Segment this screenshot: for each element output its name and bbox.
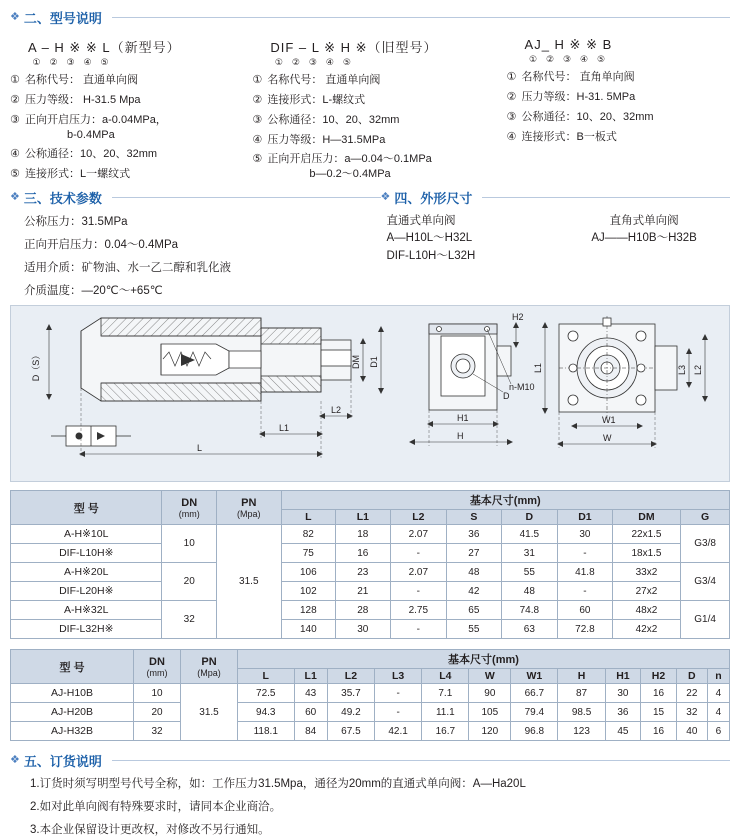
model-item: ② 压力等级： H-31.5 Mpa — [10, 93, 141, 106]
section-title-order — [10, 751, 730, 770]
cell-dn: 10 — [162, 525, 217, 563]
dim-head-row — [381, 213, 731, 265]
order-note: 3.本企业保留设计更改权，对修改不另行通知。 — [30, 823, 270, 836]
table-row — [11, 703, 730, 722]
dim-head-right: 直角式单向阀 AJ——H10B～H32B — [591, 215, 697, 245]
label-right-l1: L1 — [533, 363, 543, 374]
table-row — [11, 525, 730, 544]
table-row — [11, 684, 730, 703]
th-dn: DN (mm) — [134, 650, 181, 684]
cell: 48x2 — [612, 601, 681, 620]
model-code-2: DIF – L ※ H ※（旧型号） — [270, 40, 438, 55]
cell: 36 — [605, 703, 641, 722]
table-row — [11, 601, 730, 620]
cell: 28 — [336, 601, 390, 620]
cell: 45 — [605, 722, 641, 741]
params-and-dims — [10, 188, 730, 299]
cell: 128 — [281, 601, 336, 620]
order-note: 2.如对此单向阀有特殊要求时，请同本企业商洽。 — [30, 801, 282, 814]
label-w1: W1 — [602, 415, 616, 426]
cell: 16 — [336, 544, 390, 563]
cell: 60 — [294, 703, 327, 722]
cell: - — [558, 544, 613, 563]
th-col-D1: D1 — [558, 510, 613, 525]
cell: 4 — [707, 703, 729, 722]
cell: 72.8 — [558, 620, 613, 639]
th-col-G: G — [681, 510, 730, 525]
param-line: 公称压力：31.5MPa — [24, 216, 128, 229]
cell: 7.1 — [422, 684, 469, 703]
cell-pn: 31.5 — [217, 525, 282, 639]
model-item: ③ 正向开启压力：a-0.04MPa， b-0.4MPa — [10, 113, 167, 141]
cell-g: G3/8 — [681, 525, 730, 563]
model-item: ⑤ 连接形式：L一螺纹式 — [10, 168, 131, 181]
th-dn: DN (mm) — [162, 491, 217, 525]
table-row — [11, 544, 730, 563]
cell: - — [558, 582, 613, 601]
th-col-L1: L1 — [294, 669, 327, 684]
cell: 18x1.5 — [612, 544, 681, 563]
label-dm: DM — [351, 355, 361, 370]
cell: 30 — [558, 525, 613, 544]
order-note: 1.订货时须写明型号代号全称，如：工作压力31.5Mpa，通径为20mm的直通式单向阀：A—Ha20L — [30, 778, 526, 791]
label-d1: D1 — [369, 356, 379, 369]
cell: 27x2 — [612, 582, 681, 601]
th-col-L3: L3 — [375, 669, 422, 684]
divider — [112, 197, 381, 198]
page-top — [0, 0, 740, 299]
cell-dn: 32 — [134, 722, 181, 741]
cell: 75 — [281, 544, 336, 563]
th-col-L4: L4 — [422, 669, 469, 684]
model-item: ④ 连接形式：B一板式 — [506, 130, 617, 143]
model-code-1-numbers: ① ② ③ ④ ⑤ — [32, 57, 109, 67]
label-h2: H2 — [512, 312, 524, 323]
cell-model: A-H※32L — [11, 601, 162, 620]
label-h1: H1 — [457, 413, 469, 424]
cell: 96.8 — [511, 722, 558, 741]
th-pn: PN (Mpa) — [181, 650, 238, 684]
cell: 63 — [501, 620, 558, 639]
th-basic: 基本尺寸(mm) — [238, 650, 730, 669]
table-row — [11, 563, 730, 582]
cell: 87 — [558, 684, 605, 703]
dimension-table-inline — [10, 490, 730, 639]
th-model: 型 号 — [11, 491, 162, 525]
th-col-D: D — [676, 669, 707, 684]
cell: 23 — [336, 563, 390, 582]
model-column-2 — [252, 37, 506, 182]
section-label: 五、订货说明 — [23, 754, 102, 770]
cell: 67.5 — [327, 722, 374, 741]
table-header-row — [11, 650, 730, 669]
cell: 79.4 — [511, 703, 558, 722]
cell: 48 — [501, 582, 558, 601]
cell-model: A-H※10L — [11, 525, 162, 544]
section-label: 二、型号说明 — [23, 11, 102, 26]
param-line: 介质温度：—20℃～+65℃ — [24, 285, 163, 298]
th-basic: 基本尺寸(mm) — [281, 491, 729, 510]
label-n-m10: n-M10 — [509, 382, 535, 393]
cell-dn: 10 — [134, 684, 181, 703]
cell: 16 — [641, 684, 677, 703]
label-w: W — [603, 433, 612, 444]
cell: 106 — [281, 563, 336, 582]
model-code-3: AJ_ H ※ ※ B — [524, 37, 613, 52]
cell: 2.07 — [390, 525, 447, 544]
cell: 30 — [336, 620, 390, 639]
cell-model: DIF-L20H※ — [11, 582, 162, 601]
th-col-D: D — [501, 510, 558, 525]
technical-drawing — [11, 306, 729, 479]
model-code-2-numbers: ① ② ③ ④ ⑤ — [274, 57, 351, 67]
dim-head-left: 直通式单向阀 A—H10L～H32L DIF-L10H～L32H — [386, 215, 476, 262]
cell: 15 — [641, 703, 677, 722]
cell: 48 — [447, 563, 501, 582]
label-l: L — [197, 443, 203, 454]
cell-dn: 32 — [162, 601, 217, 639]
cell: 18 — [336, 525, 390, 544]
model-columns — [10, 37, 730, 182]
cell: - — [390, 582, 447, 601]
model-item: ④ 压力等级：H—31.5MPa — [252, 133, 386, 146]
model-item: ③ 公称通径：10、20、32mm — [252, 113, 400, 126]
model-code-1: A – H ※ ※ L（新型号） — [28, 40, 181, 55]
label-l3: L3 — [677, 365, 687, 376]
cell: 49.2 — [327, 703, 374, 722]
model-item: ④ 公称通径：10、20、32mm — [10, 148, 158, 161]
cell: - — [375, 684, 422, 703]
cell: 40 — [676, 722, 707, 741]
cell: 16.7 — [422, 722, 469, 741]
cell: 65 — [447, 601, 501, 620]
cell: 27 — [447, 544, 501, 563]
th-col-H2: H2 — [641, 669, 677, 684]
cell: - — [390, 544, 447, 563]
cell: 118.1 — [238, 722, 295, 741]
th-col-L: L — [281, 510, 336, 525]
diamond-icon: ❖ — [10, 754, 20, 767]
section-label: 三、技术参数 — [23, 191, 102, 207]
cell: 42.1 — [375, 722, 422, 741]
section-label: 四、外形尺寸 — [394, 191, 473, 207]
cell: 42x2 — [612, 620, 681, 639]
cell: 22 — [676, 684, 707, 703]
cell: 36 — [447, 525, 501, 544]
label-ds: D（S） — [31, 351, 41, 382]
table-row — [11, 620, 730, 639]
th-pn: PN (Mpa) — [217, 491, 282, 525]
model-code-3-numbers: ① ② ③ ④ ⑤ — [529, 54, 606, 64]
cell: 30 — [605, 684, 641, 703]
model-column-1 — [10, 37, 252, 182]
divider — [482, 197, 730, 198]
th-col-H1: H1 — [605, 669, 641, 684]
cell: 82 — [281, 525, 336, 544]
model-item: ② 压力等级：H-31. 5MPa — [506, 90, 636, 103]
cell-model: DIF-L32H※ — [11, 620, 162, 639]
label-l2: L2 — [331, 405, 342, 416]
cell: 6 — [707, 722, 729, 741]
cell: - — [375, 703, 422, 722]
cell-model: AJ-H10B — [11, 684, 134, 703]
cell-g: G1/4 — [681, 601, 730, 639]
cell: 94.3 — [238, 703, 295, 722]
cell: 16 — [641, 722, 677, 741]
model-item: ① 名称代号： 直通单向阀 — [252, 74, 381, 86]
cell: 102 — [281, 582, 336, 601]
section-title-params — [10, 188, 381, 207]
cell: 72.5 — [238, 684, 295, 703]
dimension-headers — [381, 188, 731, 299]
cell: 11.1 — [422, 703, 469, 722]
cell: 140 — [281, 620, 336, 639]
th-col-L2: L2 — [327, 669, 374, 684]
th-col-L: L — [238, 669, 295, 684]
cell: 66.7 — [511, 684, 558, 703]
param-line: 适用介质：矿物油、水一乙二醇和乳化液 — [24, 262, 231, 275]
cell: 105 — [469, 703, 511, 722]
diamond-icon: ❖ — [380, 191, 391, 204]
divider — [112, 760, 730, 761]
model-column-3 — [507, 37, 730, 182]
cell-g: G3/4 — [681, 563, 730, 601]
table-row — [11, 722, 730, 741]
th-col-W1: W1 — [511, 669, 558, 684]
cell: 21 — [336, 582, 390, 601]
cell: 22x1.5 — [612, 525, 681, 544]
cell: 60 — [558, 601, 613, 620]
cell: 55 — [447, 620, 501, 639]
model-item: ⑤ 正向开启压力：a—0.04～0.1MPa b—0.2～0.4MPa — [252, 153, 432, 181]
th-model: 型 号 — [11, 650, 134, 684]
drawing-panel — [10, 305, 730, 482]
cell: 2.75 — [390, 601, 447, 620]
cell-dn: 20 — [134, 703, 181, 722]
model-item: ③ 公称通径：10、20、32mm — [506, 110, 654, 123]
model-item: ① 名称代号： 直通单向阀 — [10, 74, 139, 86]
dimension-table-angle — [10, 649, 730, 741]
tech-params — [10, 188, 381, 299]
label-h: H — [457, 431, 464, 442]
table-header-row — [11, 491, 730, 510]
model-item: ① 名称代号： 直角单向阀 — [506, 71, 635, 83]
cell: 123 — [558, 722, 605, 741]
section-title-model — [10, 8, 730, 27]
cell-model: AJ-H32B — [11, 722, 134, 741]
order-notes — [10, 751, 730, 838]
diamond-icon: ❖ — [10, 191, 20, 204]
label-right-l2: L2 — [693, 365, 703, 376]
section-title-dims — [381, 188, 731, 207]
th-col-S: S — [447, 510, 501, 525]
cell: 98.5 — [558, 703, 605, 722]
divider — [112, 17, 730, 18]
cell: 33x2 — [612, 563, 681, 582]
cell: 42 — [447, 582, 501, 601]
cell: - — [390, 620, 447, 639]
cell: 55 — [501, 563, 558, 582]
cell: 2.07 — [390, 563, 447, 582]
th-col-H: H — [558, 669, 605, 684]
cell-model: DIF-L10H※ — [11, 544, 162, 563]
cell: 43 — [294, 684, 327, 703]
th-col-n: n — [707, 669, 729, 684]
cell-model: AJ-H20B — [11, 703, 134, 722]
cell-pn: 31.5 — [181, 684, 238, 741]
cell: 84 — [294, 722, 327, 741]
th-col-L2: L2 — [390, 510, 447, 525]
table-row — [11, 582, 730, 601]
model-item: ② 连接形式：L-螺纹式 — [252, 93, 366, 106]
cell: 120 — [469, 722, 511, 741]
th-col-W: W — [469, 669, 511, 684]
cell: 41.8 — [558, 563, 613, 582]
cell: 4 — [707, 684, 729, 703]
cell: 74.8 — [501, 601, 558, 620]
th-col-DM: DM — [612, 510, 681, 525]
cell: 32 — [676, 703, 707, 722]
cell: 31 — [501, 544, 558, 563]
cell: 90 — [469, 684, 511, 703]
cell-dn: 20 — [162, 563, 217, 601]
cell-model: A-H※20L — [11, 563, 162, 582]
label-l1: L1 — [279, 423, 290, 434]
diamond-icon: ❖ — [10, 11, 20, 23]
label-d: D — [503, 391, 510, 402]
cell: 35.7 — [327, 684, 374, 703]
cell: 41.5 — [501, 525, 558, 544]
param-line: 正向开启压力：0.04～0.4MPa — [24, 239, 179, 252]
th-col-L1: L1 — [336, 510, 390, 525]
